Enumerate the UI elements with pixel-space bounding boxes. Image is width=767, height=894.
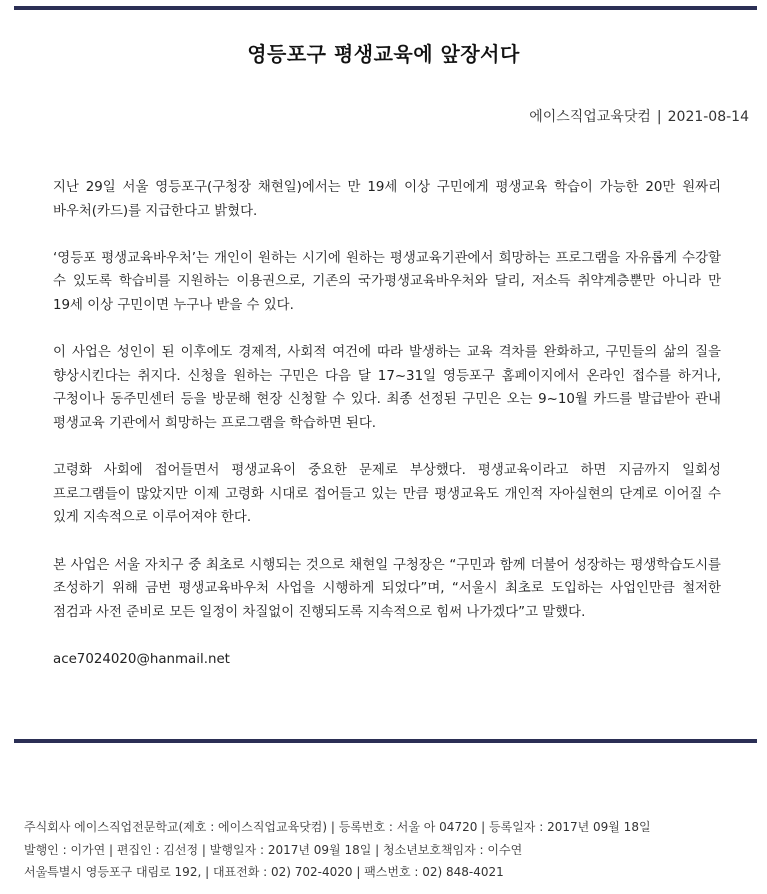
article-date: 2021-08-14	[667, 109, 749, 125]
reporter-email: ace7024020@hanmail.net	[53, 651, 230, 667]
byline-separator: |	[656, 109, 662, 125]
article-paragraph: 본 사업은 서울 자치구 중 최초로 시행되는 것으로 채현일 구청장은 “구민과 함께 더불어 성장하는 평생학습도시를 조성하기 위해 금번 평생교육바우처 사업을 시행하게 되었다”며, “서울시 최초로 도입하는 사업인만큼 철저한 점검과 사전 준비로 모든 일정이 차질없이 진행되도록 지속적으로 힘써 나가겠다”고 말했다.	[53, 557, 721, 620]
site-footer	[24, 816, 754, 884]
article-source: 에이스직업교육닷컴	[529, 109, 651, 125]
article-title: 영등포구 평생교육에 앞장서다	[247, 42, 520, 66]
article-paragraph: 지난 29일 서울 영등포구(구청장 채현일)에서는 만 19세 이상 구민에게 평생교육 학습이 가능한 20만 원짜리 바우처(카드)를 지급한다고 밝혔다.	[53, 180, 721, 219]
article-byline	[529, 106, 749, 126]
article-paragraph: 고령화 사회에 접어들면서 평생교육이 중요한 문제로 부상했다. 평생교육이라고 하면 지금까지 일회성 프로그램들이 많았지만 이제 고령화 시대로 접어들고 있는 만큼 평생교육도 개인적 자아실현의 단계로 이어질 수 있게 지속적으로 이루어져야 한다.	[53, 463, 721, 526]
article-paragraph: ‘영등포 평생교육바우처’는 개인이 원하는 시기에 원하는 평생교육기관에서 희망하는 프로그램을 자유롭게 수강할 수 있도록 학습비를 지원하는 이용권으로, 기존의 국가평생교육바우처와 달리, 저소득 취약계층뿐만 아니라 만 19세 이상 구민이면 누구나 받을 수 있다.	[53, 250, 721, 313]
header-divider	[14, 6, 757, 10]
article-body	[53, 176, 721, 671]
footer-company-info: 주식회사 에이스직업전문학교(제호 : 에이스직업교육닷컴) | 등록번호 : 서울 아 04720 | 등록일자 : 2017년 09월 18일	[24, 820, 651, 834]
footer-contact-info: 서울특별시 영등포구 대림로 192, | 대표전화 : 02) 702-4020 | 팩스번호 : 02) 848-4021	[24, 865, 504, 879]
footer-publisher-info: 발행인 : 이가연 | 편집인 : 김선정 | 발행일자 : 2017년 09월 18일 | 청소년보호책임자 : 이수연	[24, 842, 523, 857]
footer-divider	[14, 739, 757, 743]
article-paragraph: 이 사업은 성인이 된 이후에도 경제적, 사회적 여건에 따라 발생하는 교육 격차를 완화하고, 구민들의 삶의 질을 향상시킨다는 취지다. 신청을 원하는 구민은 다음 달 17~31일 영등포구 홈페이지에서 온라인 접수를 하거나, 구청이나 동주민센터 등을 방문해 현장 신청할 수 있다. 최종 선정된 구민은 오는 9~10월 카드를 발급받아 관내 평생교육 기관에서 희망하는 프로그램을 학습하면 된다.	[53, 345, 721, 431]
